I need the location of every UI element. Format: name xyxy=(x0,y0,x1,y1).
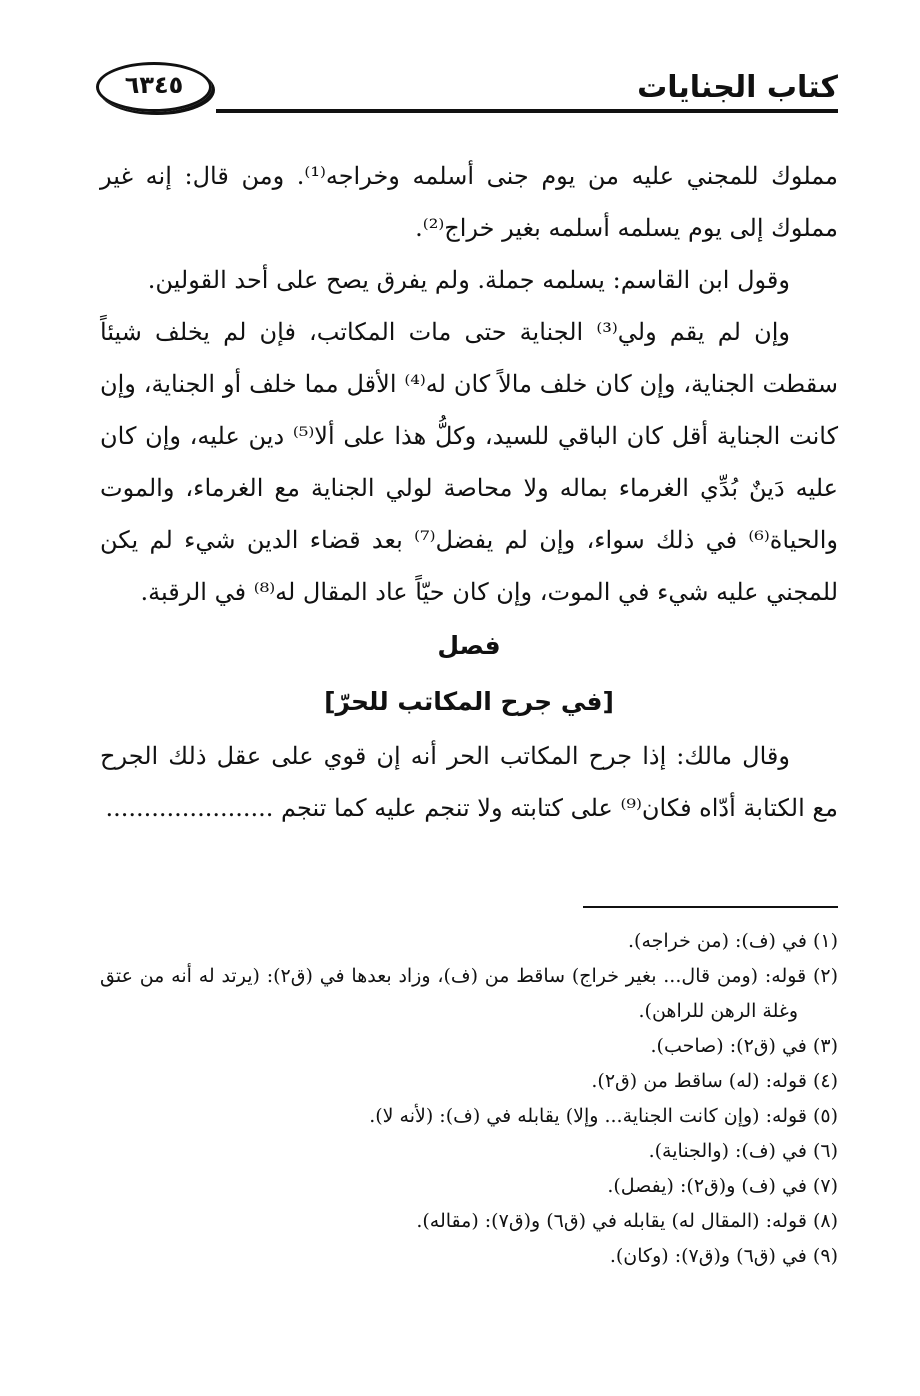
paragraph: وإن لم يقم ولي⁽³⁾ الجناية حتى مات المكاتب، فإن لم يخلف شيئاً سقطت الجناية، وإن كان خلف مالاً كان له⁽⁴⁾ الأقل مما خلف أو الجناية، وإن كانت الجناية أقل كان الباقي للسيد، وكلُّ هذا على ألا⁽⁵⁾ دين عليه، وإن كان عليه دَينٌ بُدِّي الغرماء بماله ولا محاصة لولي الجناية مع الغرماء، والموت والحياة⁽⁶⁾ في ذلك سواء، وإن لم يفضل⁽⁷⁾ بعد قضاء الدين شيء لم يكن للمجني عليه شيء في الموت، وإن كان حيّاً عاد المقال له⁽⁸⁾ في الرقبة. xyxy=(100,318,839,606)
footnote: (٧) في (ف) و(ق٢): (يفصل). xyxy=(607,1175,838,1197)
footnote: (١) في (ف): (من خراجه). xyxy=(628,930,838,952)
section-title: فصل xyxy=(437,631,501,660)
footnote: (٢) قوله: (ومن قال... بغير خراج) ساقط من (ف)، وزاد بعدها في (ق٢): (يرتد له أنه من عتق وغلة الرهن للراهن). xyxy=(100,965,839,1022)
book-title: كتاب الجنايات xyxy=(637,70,838,105)
footnote: (٣) في (ق٢): (صاحب). xyxy=(650,1035,838,1057)
footnote: (٥) قوله: (وإن كانت الجناية... وإلا) يقابله في (ف): (لأنه لا). xyxy=(369,1105,838,1127)
page-header xyxy=(96,62,838,122)
footnote: (٨) قوله: (المقال له) يقابله في (ق٦) و(ق٧): (مقاله). xyxy=(416,1210,838,1232)
section-subtitle: [في جرح المكاتب للحرّ] xyxy=(324,687,614,716)
footnote-divider xyxy=(583,906,838,908)
paragraph: وقول ابن القاسم: يسلمه جملة. ولم يفرق يصح على أحد القولين. xyxy=(147,266,790,294)
page-number: ٦٣٤٥ xyxy=(124,71,184,99)
footnote: (٤) قوله: (له) ساقط من (ق٢). xyxy=(591,1070,838,1092)
header-rule xyxy=(216,109,838,113)
footnote: (٩) في (ق٦) و(ق٧): (وكان). xyxy=(609,1245,838,1267)
paragraph: مملوك للمجني عليه من يوم جنى أسلمه وخراجه⁽¹⁾. ومن قال: إنه غير مملوك إلى يوم يسلمه أسلمه بغير خراج⁽²⁾. xyxy=(100,162,839,242)
paragraph: وقال مالك: إذا جرح المكاتب الحر أنه إن قوي على عقل ذلك الجرح مع الكتابة أدّاه فكان⁽⁹⁾ على كتابته ولا تنجم عليه كما تنجم ...................... xyxy=(100,742,838,822)
footnote: (٦) في (ف): (والجناية). xyxy=(648,1140,838,1162)
footnotes xyxy=(100,924,838,1274)
main-text xyxy=(100,150,838,834)
